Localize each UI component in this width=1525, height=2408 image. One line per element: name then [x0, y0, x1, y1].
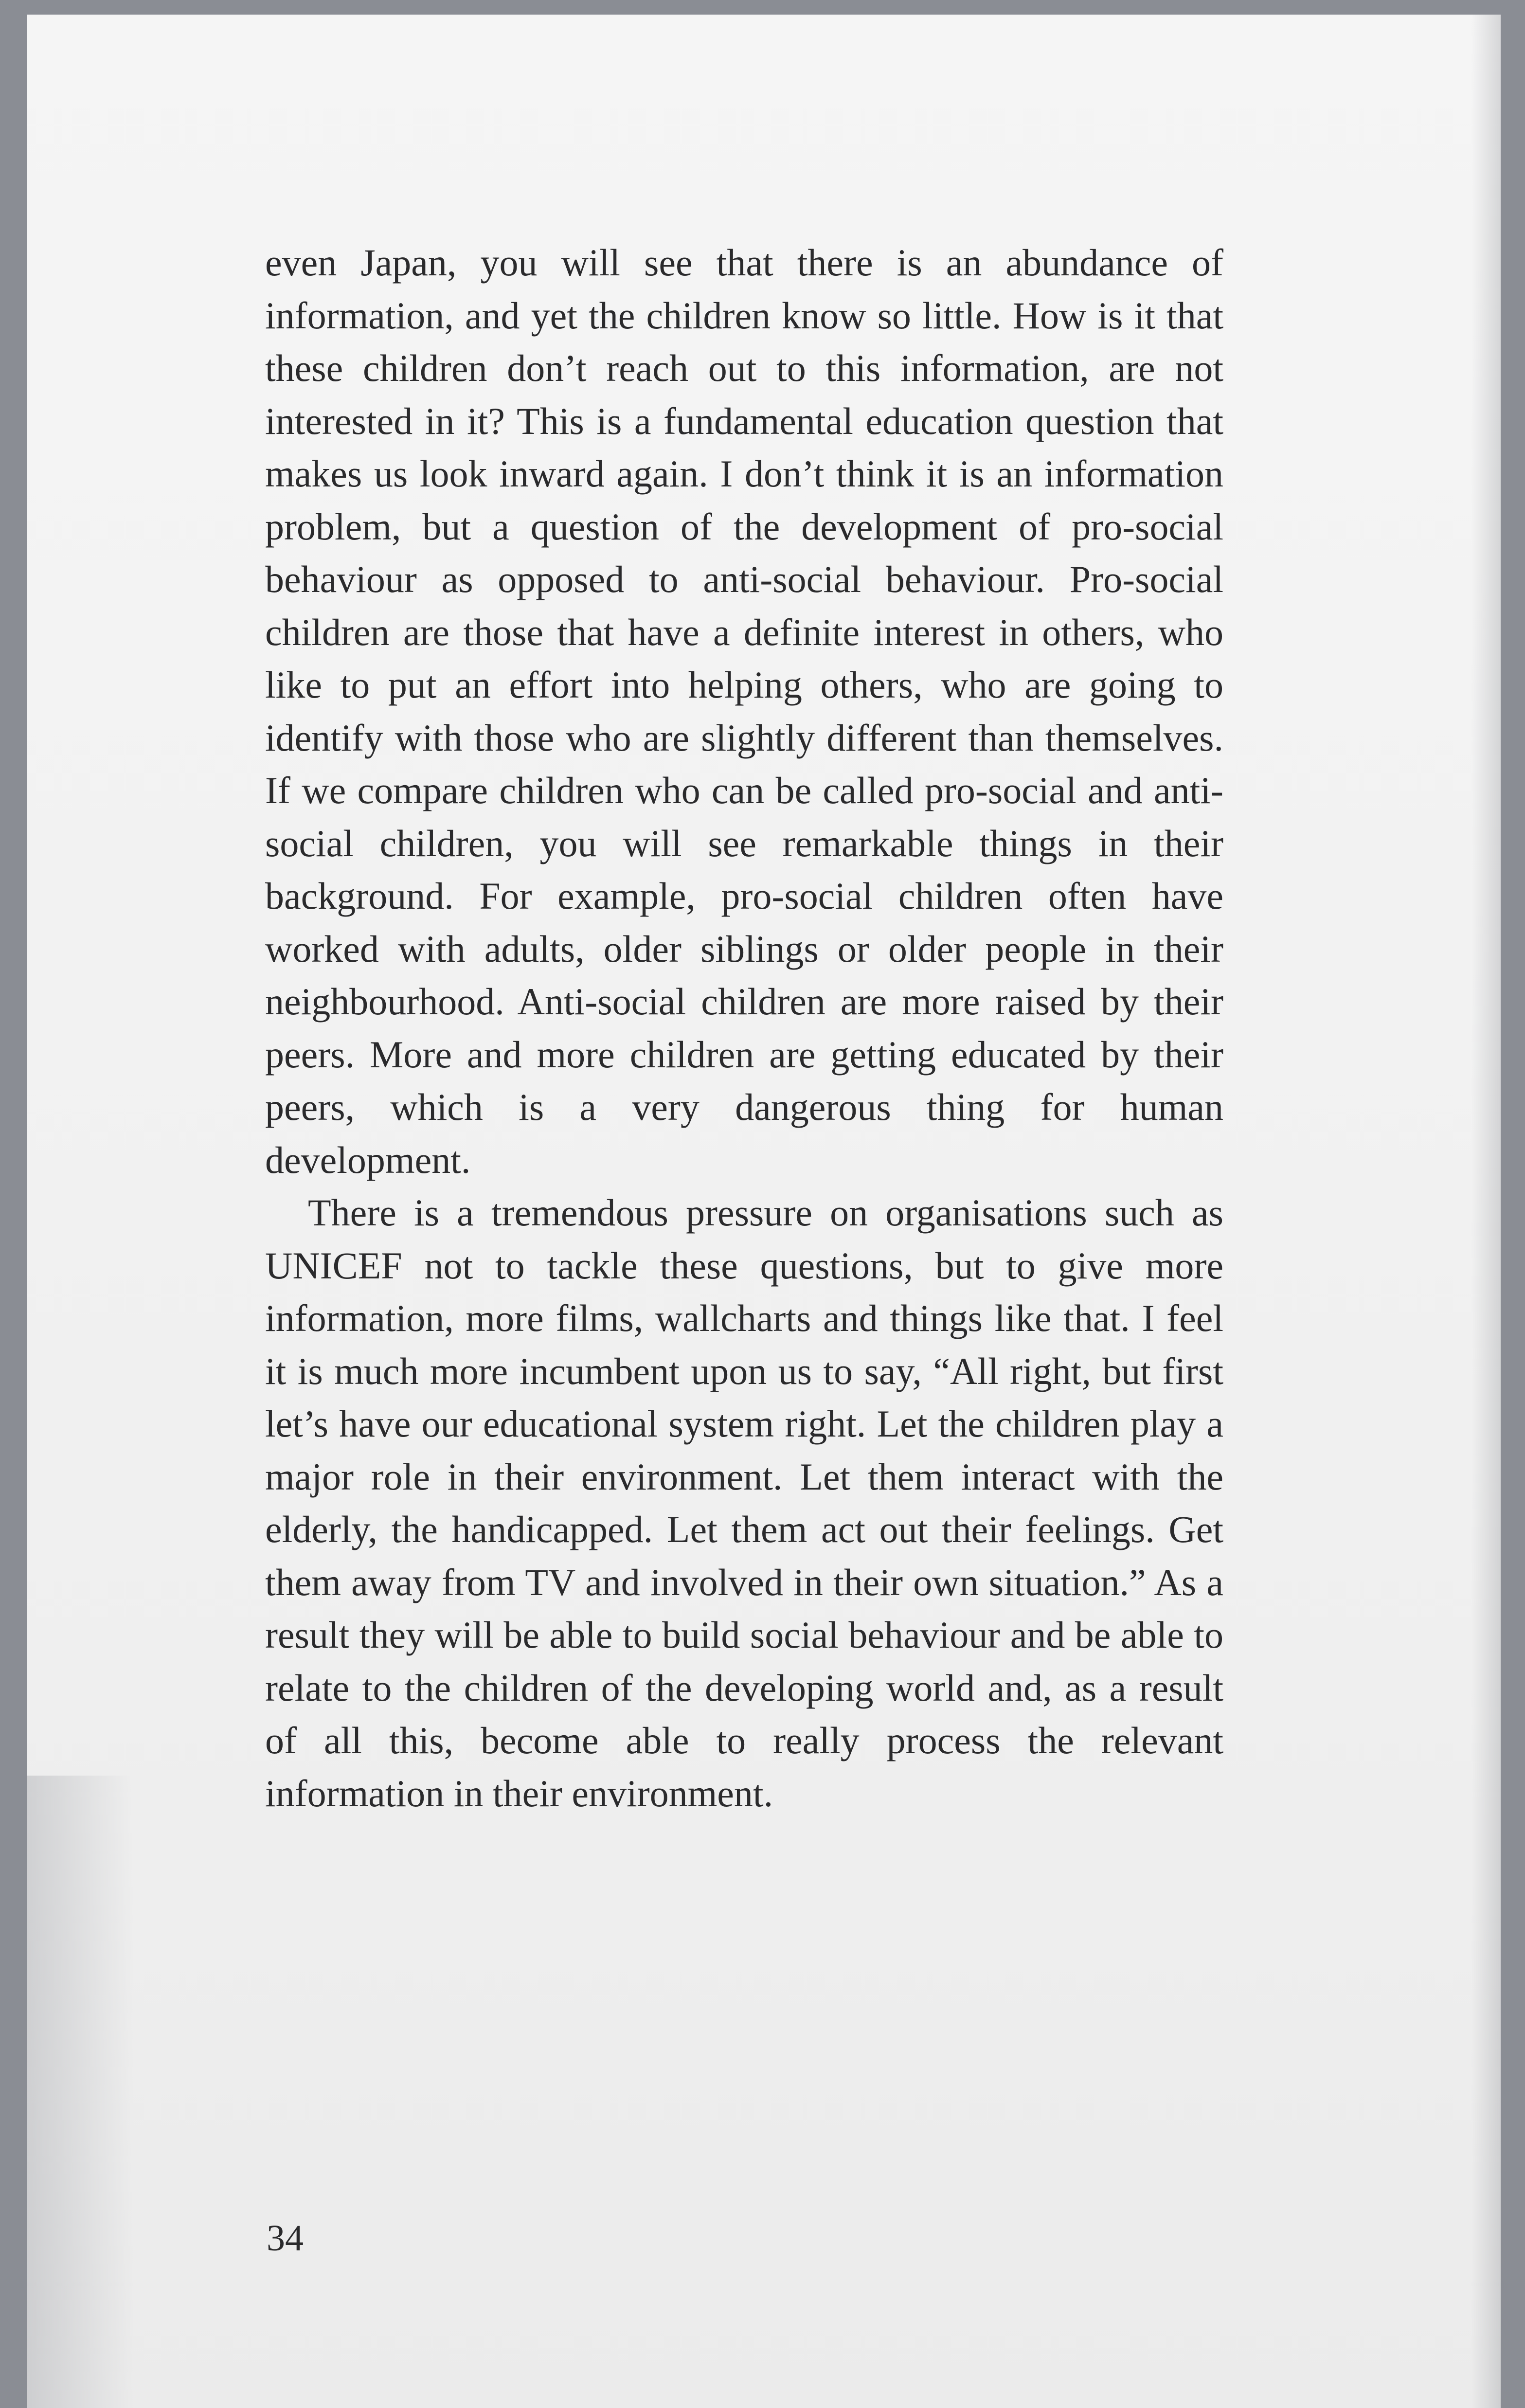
- page-shadow: [27, 1776, 134, 2408]
- page-number: 34: [267, 2218, 304, 2259]
- body-text: [265, 236, 1223, 1820]
- paragraph-2: There is a tremendous pressure on organisations such as UNICEF not to tackle these questions, but to give more information, more films, wallcharts and things like that. I feel it is much more incumbent upon us to say, “All right, but first let’s have our educational system right. Let the children play a major role in their environment. Let them interact with the elderly, the handicapped. Let them act out their feelings. Get them away from TV and involved in their own situation.” As a result they will be able to build social behaviour and be able to relate to the children of the developing world and, as a result of all this, become able to really process the relevant information in their environment.: [265, 1191, 1223, 1815]
- page-edge-shadow: [1471, 15, 1501, 2408]
- paragraph-1: even Japan, you will see that there is an abundance of information, and yet the children know so little. How is it that these children don’t reach out to this information, are not interested in it? This is a fundamental education question that makes us look inward again. I don’t think it is an information problem, but a question of the development of pro-social behaviour as opposed to anti-social behaviour. Pro-social children are those that have a definite interest in others, who like to put an effort into helping others, who are going to identify with those who are slightly different than themselves. If we compare children who can be called pro-social and anti-social children, you will see remarkable things in their background. For example, pro-social children often have worked with adults, older siblings or older people in their neighbourhood. Anti-social children are more raised by their peers. More and more children are getting educated by their peers, which is a very dangerous thing for human development.: [265, 241, 1223, 1181]
